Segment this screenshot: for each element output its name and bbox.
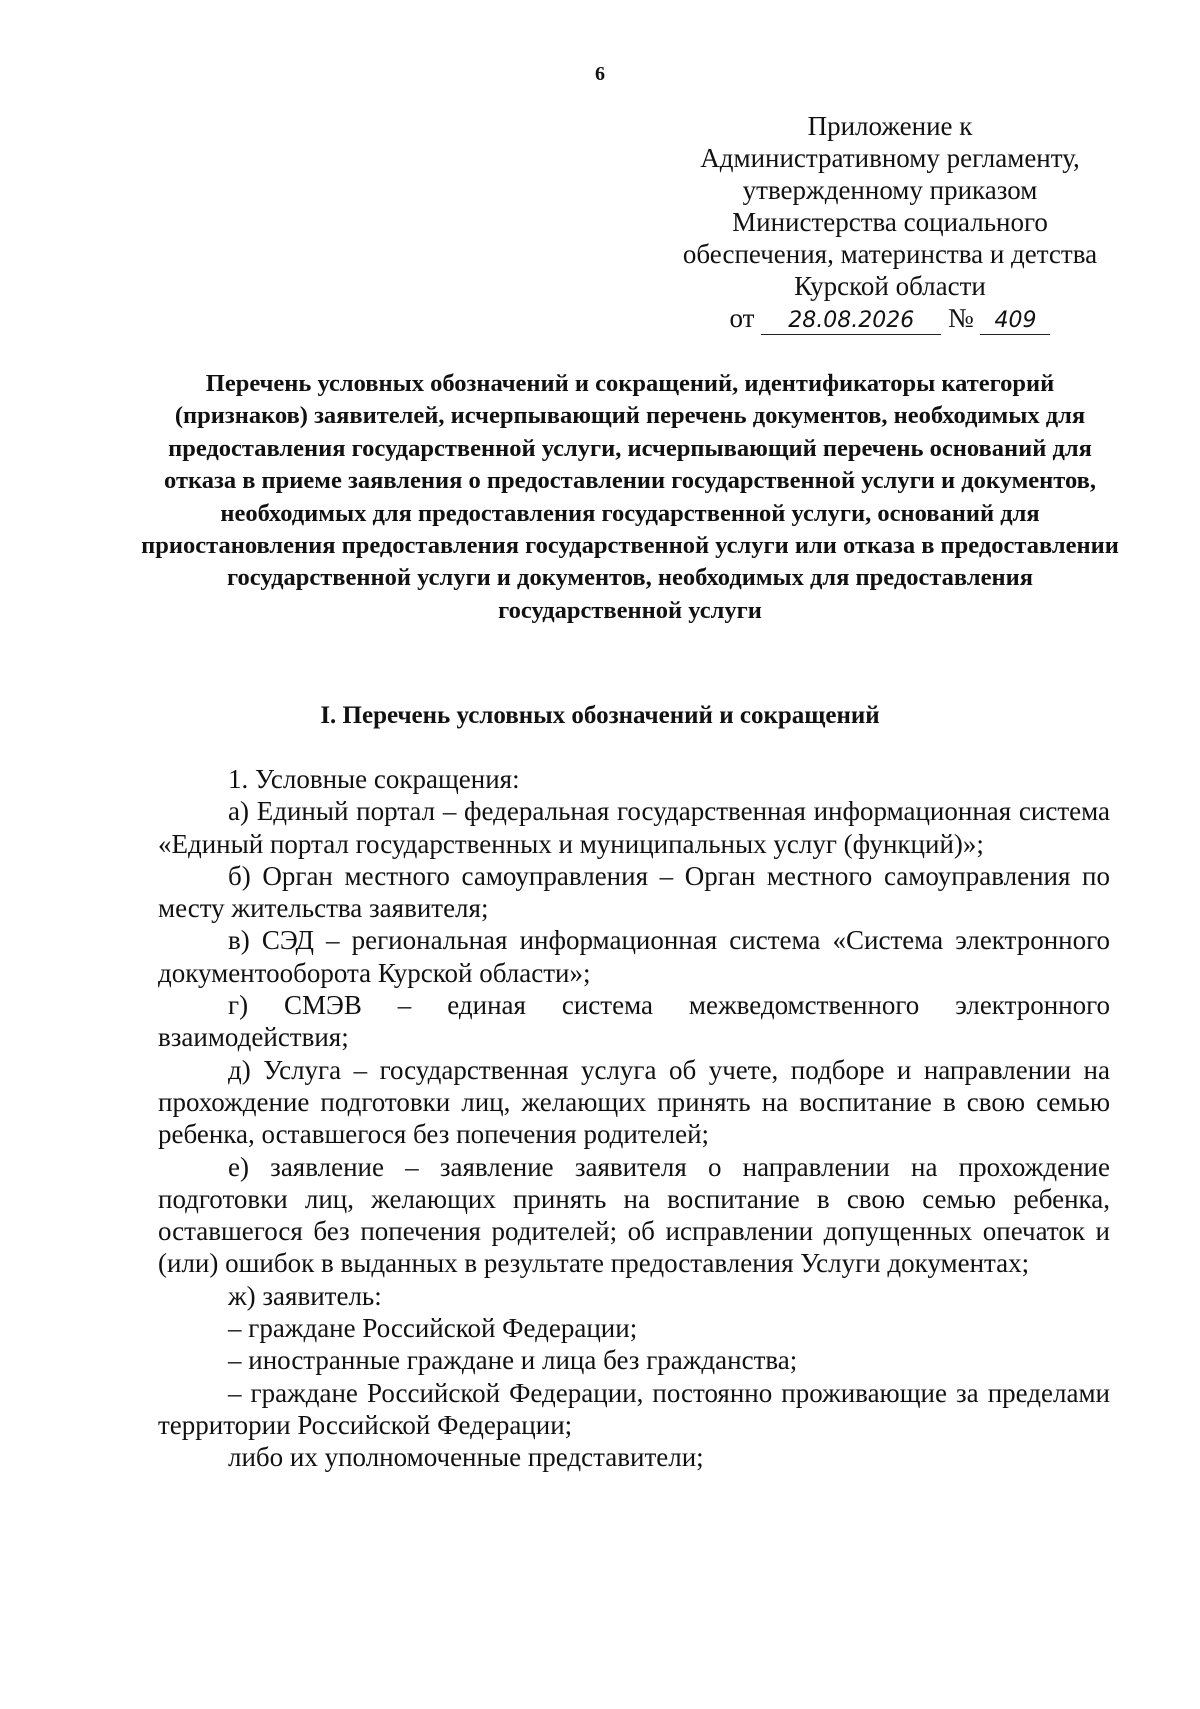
paragraph: е) заявление – заявление заявителя о направлении на прохождение подготовки лиц, желающих принять на воспитание в свою семью ребенка, оставшегося без попечения родителей; об исправлении допущенных опечаток и (или) ошибок в выданных в результате предоставления Услуги документах; bbox=[158, 1151, 1110, 1279]
paragraph: д) Услуга – государственная услуга об учете, подборе и направлении на прохождение подготовки лиц, желающих принять на воспитание в свою семью ребенка, оставшегося без попечения родителей; bbox=[158, 1054, 1110, 1150]
paragraph: ж) заявитель: bbox=[228, 1280, 382, 1311]
appendix-line: Министерства социального bbox=[732, 207, 1048, 237]
appendix-header bbox=[660, 110, 1120, 335]
section-heading: I. Перечень условных обозначений и сокращений bbox=[320, 702, 880, 729]
handwritten-number: 409 bbox=[980, 308, 1050, 335]
paragraph: б) Орган местного самоуправления – Орган местного самоуправления по месту жительства заявителя; bbox=[158, 860, 1110, 924]
paragraph: – граждане Российской Федерации, постоянно проживающие за пределами территории Российской Федерации; bbox=[158, 1377, 1110, 1440]
appendix-line: обеспечения, материнства и детства bbox=[682, 239, 1098, 269]
appendix-line: утвержденному приказом bbox=[742, 175, 1038, 205]
appendix-line: Административному регламенту, bbox=[700, 143, 1080, 173]
paragraph: либо их уполномоченные представители; bbox=[228, 1442, 704, 1473]
paragraph: г) СМЭВ – единая система межведомственного электронного взаимодействия; bbox=[158, 990, 1110, 1053]
number-label: № bbox=[947, 303, 974, 333]
document-body bbox=[158, 763, 1110, 1474]
appendix-line: Приложение к bbox=[807, 111, 973, 141]
order-date-number-line bbox=[660, 302, 1120, 335]
handwritten-date: 28.08.2026 bbox=[761, 308, 941, 335]
page-number: 6 bbox=[595, 63, 605, 85]
document-title: Перечень условных обозначений и сокращений, идентификаторы категорий (признаков) заявителей, исчерпывающий перечень документов, необходимых для предоставления государственной услуги, исчерпывающий перечень оснований для отказа в приеме заявления о предоставлении государственной услуги и документов, необходимых для предоставления государственной услуги, оснований для приостановления предоставления государственной услуги или отказа в предоставлении государственной услуги и документов, необходимых для предоставления государственной услуги bbox=[141, 370, 1119, 624]
appendix-line: Курской области bbox=[794, 271, 986, 301]
paragraph: – иностранные граждане и лица без гражданства; bbox=[228, 1345, 798, 1376]
from-label: от bbox=[729, 303, 755, 333]
paragraph: а) Единый портал – федеральная государственная информационная система «Единый портал государственных и муниципальных услуг (функций)»; bbox=[158, 796, 1110, 859]
paragraph: в) СЭД – региональная информационная система «Система электронного документооборота Курской области»; bbox=[158, 925, 1110, 988]
paragraph: – граждане Российской Федерации; bbox=[228, 1313, 638, 1344]
paragraph: 1. Условные сокращения: bbox=[228, 764, 520, 794]
